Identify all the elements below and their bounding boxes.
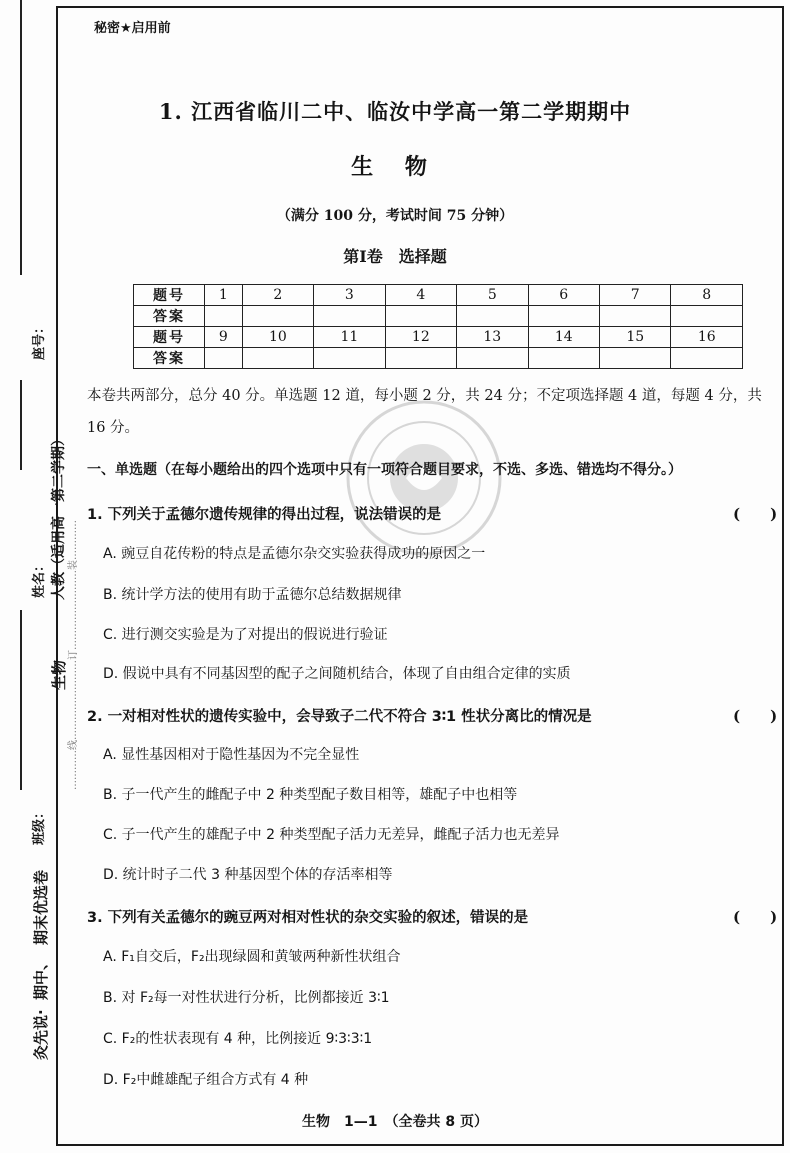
option-c: C. 进行测交实验是为了对提出的假说进行验证 xyxy=(103,627,388,643)
answer-cell[interactable] xyxy=(528,306,599,327)
table-cell: 8 xyxy=(671,285,743,306)
table-cell: 2 xyxy=(242,285,313,306)
answer-paren[interactable]: ( ) xyxy=(733,707,778,725)
subject-title: 生 物 xyxy=(351,154,439,180)
table-row xyxy=(134,348,743,369)
table-cell: 11 xyxy=(314,327,385,348)
exam-title: 1. 江西省临川二中、临汝中学高一第二学期期中 xyxy=(158,99,632,124)
table-header-cell: 答案 xyxy=(134,306,205,327)
sidebar-line xyxy=(20,610,22,790)
answer-cell[interactable] xyxy=(671,348,743,369)
answer-cell[interactable] xyxy=(600,348,671,369)
answer-cell[interactable] xyxy=(600,306,671,327)
answer-cell[interactable] xyxy=(457,348,528,369)
option-d: D. 假说中具有不同基因型的配子之间随机结合，体现了自由组合定律的实质 xyxy=(103,666,571,682)
option-a: A. 显性基因相对于隐性基因为不完全显性 xyxy=(103,747,360,763)
question-1-stem: 1. 下列关于孟德尔遗传规律的得出过程，说法错误的是 xyxy=(87,507,442,523)
seat-label: 座号： xyxy=(32,320,47,360)
subject-label: 生物 xyxy=(50,659,68,690)
cut-line-text: …………线……………………订……………………装………… xyxy=(68,520,79,790)
class-label: 班级： xyxy=(32,805,47,845)
intro-paragraph: 本卷共两部分，总分 40 分。单选题 12 道，每小题 2 分，共 24 分；不定项选择题 4 道，每题 4 分，共 16 分。 xyxy=(87,388,762,436)
answer-cell[interactable] xyxy=(385,306,456,327)
exam-info: （满分 100 分，考试时间 75 分钟） xyxy=(276,208,514,224)
table-row xyxy=(134,327,743,348)
option-a: A. F₁自交后，F₂出现绿圆和黄皱两种新性状组合 xyxy=(103,949,401,965)
option-d: D. F₂中雌雄配子组合方式有 4 种 xyxy=(103,1072,309,1088)
table-row xyxy=(134,306,743,327)
table-header-cell: 答案 xyxy=(134,348,205,369)
table-cell: 1 xyxy=(205,285,243,306)
table-cell: 6 xyxy=(528,285,599,306)
answer-cell[interactable] xyxy=(314,348,385,369)
answer-paren[interactable]: ( ) xyxy=(733,908,778,926)
answer-cell[interactable] xyxy=(205,348,243,369)
table-cell: 3 xyxy=(314,285,385,306)
section-title: 第Ⅰ卷 选择题 xyxy=(343,247,447,266)
sidebar-line xyxy=(20,380,22,470)
answer-cell[interactable] xyxy=(457,306,528,327)
table-cell: 13 xyxy=(457,327,528,348)
answer-cell[interactable] xyxy=(314,306,385,327)
table-cell: 5 xyxy=(457,285,528,306)
name-label: 姓名： xyxy=(32,558,47,598)
table-cell: 15 xyxy=(600,327,671,348)
brand-label-3: 灸先说· xyxy=(32,1009,50,1060)
answer-cell[interactable] xyxy=(242,348,313,369)
brand-label: 期末优选卷 xyxy=(32,869,50,945)
option-b: B. 统计学方法的使用有助于孟德尔总结数据规律 xyxy=(103,587,402,603)
table-cell: 4 xyxy=(385,285,456,306)
option-c: C. 子一代产生的雄配子中 2 种类型配子活力无差异，雌配子活力也无差异 xyxy=(103,827,560,843)
question-3-stem: 3. 下列有关孟德尔的豌豆两对相对性状的杂交实验的叙述，错误的是 xyxy=(87,910,529,926)
table-cell: 9 xyxy=(205,327,243,348)
answer-paren[interactable]: ( ) xyxy=(733,505,778,523)
answer-cell[interactable] xyxy=(242,306,313,327)
edition-label: 人教（适用高一第二学期） xyxy=(51,432,67,600)
confidential-label: 秘密★启用前 xyxy=(94,21,171,36)
table-header-cell: 题号 xyxy=(134,327,205,348)
table-header-cell: 题号 xyxy=(134,285,205,306)
table-row xyxy=(134,285,743,306)
part1-heading: 一、单选题（在每小题给出的四个选项中只有一项符合题目要求，不选、多选、错选均不得分。） xyxy=(87,462,682,478)
table-cell: 12 xyxy=(385,327,456,348)
question-2-stem: 2. 一对相对性状的遗传实验中，会导致子二代不符合 3∶1 性状分离比的情况是 xyxy=(87,709,592,725)
answer-cell[interactable] xyxy=(205,306,243,327)
table-cell: 16 xyxy=(671,327,743,348)
option-a: A. 豌豆自花传粉的特点是孟德尔杂交实验获得成功的原因之一 xyxy=(103,546,486,562)
option-d: D. 统计时子二代 3 种基因型个体的存活率相等 xyxy=(103,867,393,883)
answer-cell[interactable] xyxy=(671,306,743,327)
option-b: B. 子一代产生的雌配子中 2 种类型配子数目相等，雄配子中也相等 xyxy=(103,787,518,803)
score-table xyxy=(133,284,743,369)
answer-cell[interactable] xyxy=(528,348,599,369)
option-c: C. F₂的性状表现有 4 种，比例接近 9∶3∶3∶1 xyxy=(103,1031,373,1047)
page-footer: 生物 1—1 （全卷共 8 页） xyxy=(302,1114,488,1130)
table-cell: 7 xyxy=(600,285,671,306)
table-cell: 10 xyxy=(242,327,313,348)
option-b: B. 对 F₂每一对性状进行分析，比例都接近 3∶1 xyxy=(103,990,390,1006)
sidebar-line xyxy=(20,0,22,275)
brand-label-2: 期中、 xyxy=(32,954,50,1000)
answer-cell[interactable] xyxy=(385,348,456,369)
table-cell: 14 xyxy=(528,327,599,348)
